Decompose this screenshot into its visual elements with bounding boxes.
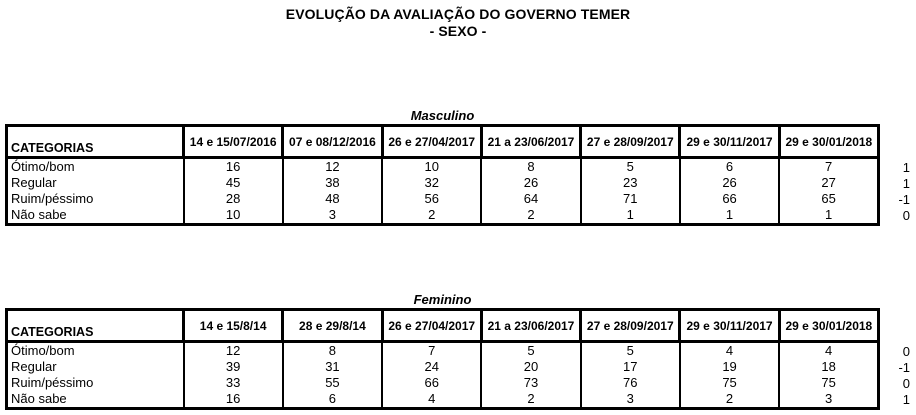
column-header-date: 14 e 15/07/2016	[184, 126, 283, 158]
delta-value: 1	[902, 392, 910, 407]
value-cell: 38	[283, 175, 382, 191]
value-cell: 7	[382, 342, 481, 360]
value-cell: 27	[779, 175, 878, 191]
header-row	[7, 126, 879, 158]
value-cell: 3	[283, 207, 382, 225]
column-header-date: 28 e 29/8/14	[283, 310, 382, 342]
table-row	[7, 175, 879, 191]
value-cell: 26	[680, 175, 779, 191]
delta-value: 0	[902, 344, 910, 359]
table-label-masculino: Masculino	[410, 108, 475, 123]
value-cell: 71	[581, 191, 680, 207]
value-cell: 75	[680, 375, 779, 391]
value-cell: 2	[680, 391, 779, 409]
title-line-1: EVOLUÇÃO DA AVALIAÇÃO DO GOVERNO TEMER	[285, 6, 631, 22]
page-title	[0, 6, 916, 40]
value-cell: 4	[382, 391, 481, 409]
value-cell: 3	[779, 391, 878, 409]
category-cell: Ruim/péssimo	[11, 191, 94, 206]
value-cell: 66	[680, 191, 779, 207]
table-feminino	[5, 308, 880, 410]
value-cell: 32	[382, 175, 481, 191]
column-header-date: 29 e 30/01/2018	[779, 310, 878, 342]
delta-value: 0	[902, 376, 910, 391]
value-cell: 4	[779, 342, 878, 360]
table-row	[7, 158, 879, 176]
value-cell: 1	[680, 207, 779, 225]
value-cell: 16	[184, 391, 283, 409]
delta-column-masculino	[882, 160, 910, 224]
header-row	[7, 310, 879, 342]
column-header-date: 26 e 27/04/2017	[382, 126, 481, 158]
category-cell: Regular	[11, 175, 57, 190]
value-cell: 17	[581, 359, 680, 375]
delta-column-feminino	[882, 344, 910, 408]
category-cell: Ruim/péssimo	[11, 375, 94, 390]
column-header-date: 21 a 23/06/2017	[481, 310, 580, 342]
value-cell: 55	[283, 375, 382, 391]
value-cell: 16	[184, 158, 283, 176]
category-cell: Ótimo/bom	[11, 343, 75, 358]
column-header-categorias: CATEGORIAS	[7, 310, 184, 342]
column-header-date: 14 e 15/8/14	[184, 310, 283, 342]
delta-value: -1	[898, 360, 910, 375]
value-cell: 31	[283, 359, 382, 375]
category-cell: Regular	[11, 359, 57, 374]
delta-value: 1	[902, 160, 910, 175]
table-masculino	[5, 124, 880, 226]
value-cell: 73	[481, 375, 580, 391]
delta-value: 1	[902, 176, 910, 191]
value-cell: 12	[283, 158, 382, 176]
value-cell: 2	[382, 207, 481, 225]
value-cell: 1	[779, 207, 878, 225]
value-cell: 3	[581, 391, 680, 409]
value-cell: 26	[481, 175, 580, 191]
value-cell: 1	[581, 207, 680, 225]
value-cell: 39	[184, 359, 283, 375]
table-row	[7, 207, 879, 225]
value-cell: 33	[184, 375, 283, 391]
column-header-date: 29 e 30/11/2017	[680, 126, 779, 158]
value-cell: 8	[283, 342, 382, 360]
column-header-date: 07 e 08/12/2016	[283, 126, 382, 158]
table-row	[7, 391, 879, 409]
value-cell: 10	[382, 158, 481, 176]
column-header-date: 27 e 28/09/2017	[581, 126, 680, 158]
column-header-date: 29 e 30/11/2017	[680, 310, 779, 342]
value-cell: 5	[581, 158, 680, 176]
category-cell: Não sabe	[11, 207, 67, 222]
value-cell: 6	[680, 158, 779, 176]
value-cell: 28	[184, 191, 283, 207]
value-cell: 56	[382, 191, 481, 207]
value-cell: 48	[283, 191, 382, 207]
value-cell: 12	[184, 342, 283, 360]
title-line-2: - SEXO -	[429, 23, 487, 39]
value-cell: 8	[481, 158, 580, 176]
value-cell: 18	[779, 359, 878, 375]
value-cell: 2	[481, 391, 580, 409]
value-cell: 76	[581, 375, 680, 391]
delta-value: 0	[902, 208, 910, 223]
value-cell: 64	[481, 191, 580, 207]
value-cell: 45	[184, 175, 283, 191]
column-header-date: 26 e 27/04/2017	[382, 310, 481, 342]
column-header-date: 21 a 23/06/2017	[481, 126, 580, 158]
value-cell: 6	[283, 391, 382, 409]
value-cell: 75	[779, 375, 878, 391]
column-header-categorias: CATEGORIAS	[7, 126, 184, 158]
value-cell: 5	[581, 342, 680, 360]
value-cell: 7	[779, 158, 878, 176]
value-cell: 10	[184, 207, 283, 225]
category-cell: Ótimo/bom	[11, 159, 75, 174]
value-cell: 2	[481, 207, 580, 225]
delta-value: -1	[898, 192, 910, 207]
column-header-date: 29 e 30/01/2018	[779, 126, 878, 158]
value-cell: 4	[680, 342, 779, 360]
value-cell: 5	[481, 342, 580, 360]
value-cell: 19	[680, 359, 779, 375]
value-cell: 66	[382, 375, 481, 391]
table-row	[7, 191, 879, 207]
column-header-date: 27 e 28/09/2017	[581, 310, 680, 342]
table-row	[7, 375, 879, 391]
value-cell: 23	[581, 175, 680, 191]
table-row	[7, 359, 879, 375]
value-cell: 20	[481, 359, 580, 375]
table-row	[7, 342, 879, 360]
table-label-feminino: Feminino	[413, 292, 472, 307]
value-cell: 65	[779, 191, 878, 207]
category-cell: Não sabe	[11, 391, 67, 406]
value-cell: 24	[382, 359, 481, 375]
